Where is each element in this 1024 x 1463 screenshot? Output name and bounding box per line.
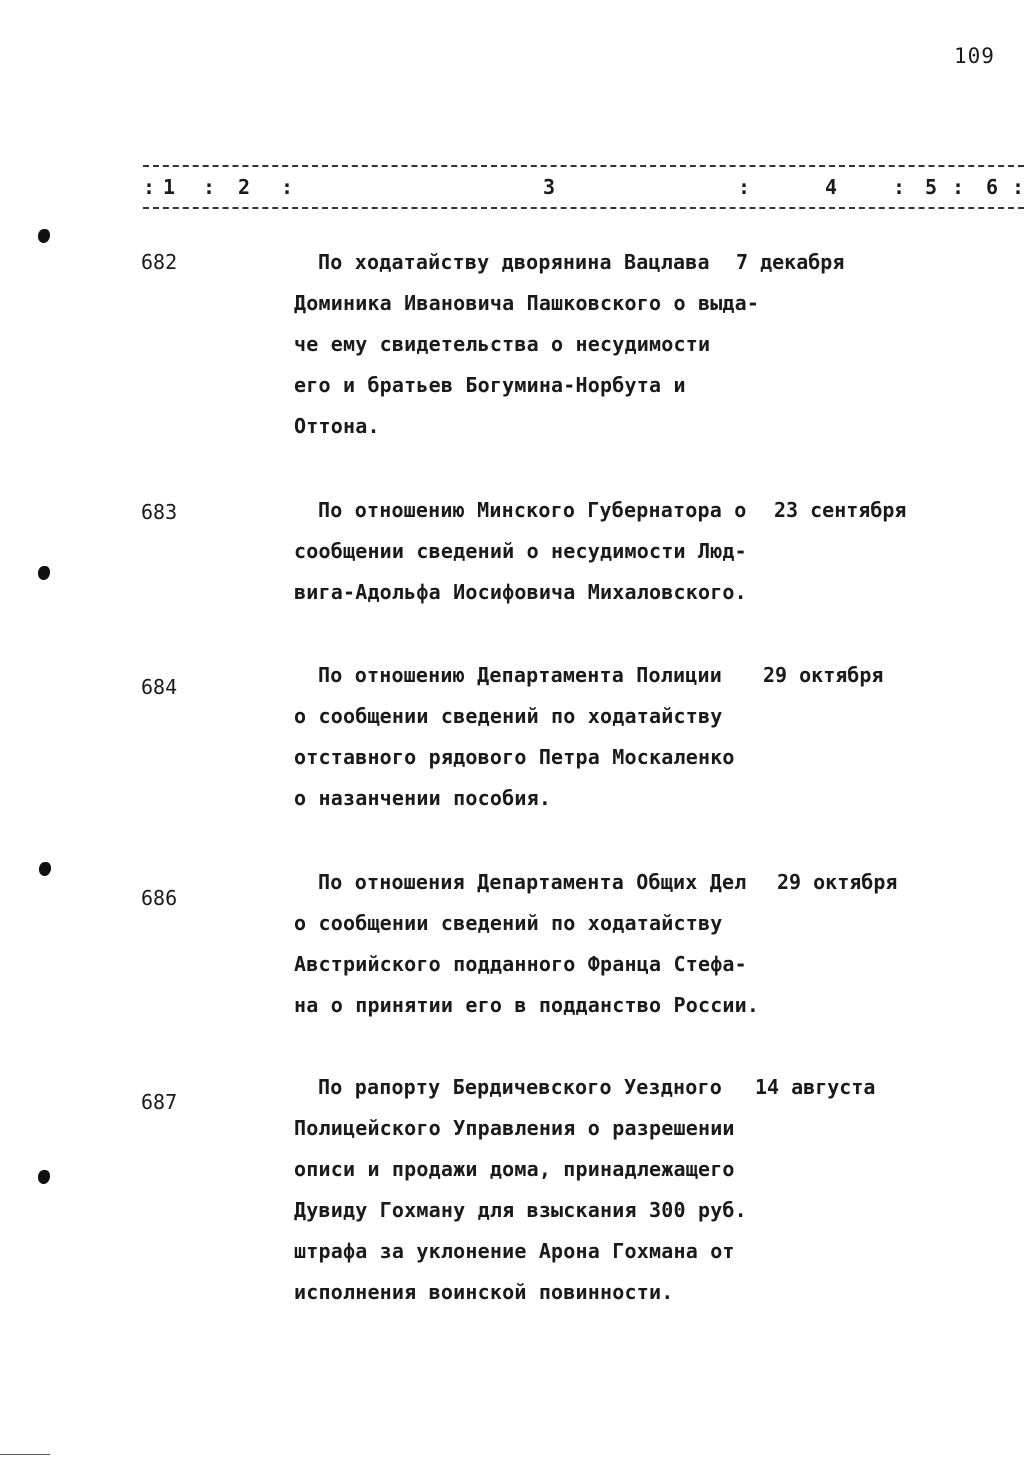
entry-line: Австрийского подданного Франца Стефа-: [294, 952, 747, 976]
column-header-3: 3: [543, 175, 556, 199]
column-header-4: 4: [825, 175, 838, 199]
entry-line: его и братьев Богумина-Норбута и: [294, 373, 686, 397]
column-separator: :: [893, 175, 906, 199]
page-number: 109: [954, 44, 995, 68]
entry-line: Оттона.: [294, 414, 380, 438]
entry-number: 686: [141, 886, 178, 910]
punch-hole-mark: [38, 1170, 50, 1184]
entry-description: [294, 1067, 747, 1313]
entry-line: о сообщении сведений по ходатайству: [294, 704, 723, 728]
entry-line: По отношения Департамента Общих Дел: [318, 870, 747, 894]
entry-date: 23 сентября: [774, 498, 907, 522]
column-header-6: 6: [986, 175, 999, 199]
entry-line: отставного рядового Петра Москаленко: [294, 745, 735, 769]
punch-hole-mark: [39, 862, 51, 876]
entry-date: 14 августа: [755, 1075, 876, 1099]
entry-line: исполнения воинской повинности.: [294, 1280, 674, 1304]
entry-line: че ему свидетельства о несудимости: [294, 332, 711, 356]
entry-line: Доминика Ивановича Пашковского о выда-: [294, 291, 760, 315]
entry-number: 687: [141, 1090, 178, 1114]
entry-description: [294, 242, 759, 447]
entry-number: 682: [141, 250, 178, 274]
column-header-1: 1: [163, 175, 176, 199]
entry-description: [294, 490, 747, 613]
entry-line: описи и продажи дома, принадлежащего: [294, 1157, 735, 1181]
entry-line: о сообщении сведений по ходатайству: [294, 911, 723, 935]
entry-date: 7 декабря: [736, 250, 845, 274]
entry-description: [294, 862, 759, 1026]
column-header-2: 2: [238, 175, 251, 199]
column-header-5: 5: [925, 175, 938, 199]
column-separator: :: [281, 175, 294, 199]
header-rule-top: [143, 165, 1024, 167]
entry-date: 29 октября: [777, 870, 898, 894]
entry-number: 684: [141, 675, 178, 699]
entry-line: Дувиду Гохману для взыскания 300 руб.: [294, 1198, 747, 1222]
entry-line: По отношению Департамента Полиции: [318, 663, 722, 687]
entry-line: По ходатайству дворянина Вацлава: [318, 250, 710, 274]
punch-hole-mark: [38, 566, 50, 580]
entry-line: штрафа за уклонение Арона Гохмана от: [294, 1239, 735, 1263]
entry-line: По рапорту Бердичевского Уездного: [318, 1075, 722, 1099]
entry-line: По отношению Минского Губернатора о: [318, 498, 747, 522]
entry-line: сообщении сведений о несудимости Люд-: [294, 539, 747, 563]
column-separator: :: [952, 175, 965, 199]
column-separator: :: [1012, 175, 1024, 199]
entry-number: 683: [141, 500, 178, 524]
entry-description: [294, 655, 735, 819]
column-separator: :: [143, 175, 156, 199]
header-rule-bottom: [143, 207, 1024, 209]
page-edge-mark: [0, 1454, 50, 1455]
entry-line: о назанчении пособия.: [294, 786, 552, 810]
column-separator: :: [738, 175, 751, 199]
entry-date: 29 октября: [763, 663, 884, 687]
entry-line: Полицейского Управления о разрешении: [294, 1116, 735, 1140]
entry-line: на о принятии его в подданство России.: [294, 993, 760, 1017]
entry-line: вига-Адольфа Иосифовича Михаловского.: [294, 580, 747, 604]
column-separator: :: [203, 175, 216, 199]
punch-hole-mark: [38, 229, 50, 243]
